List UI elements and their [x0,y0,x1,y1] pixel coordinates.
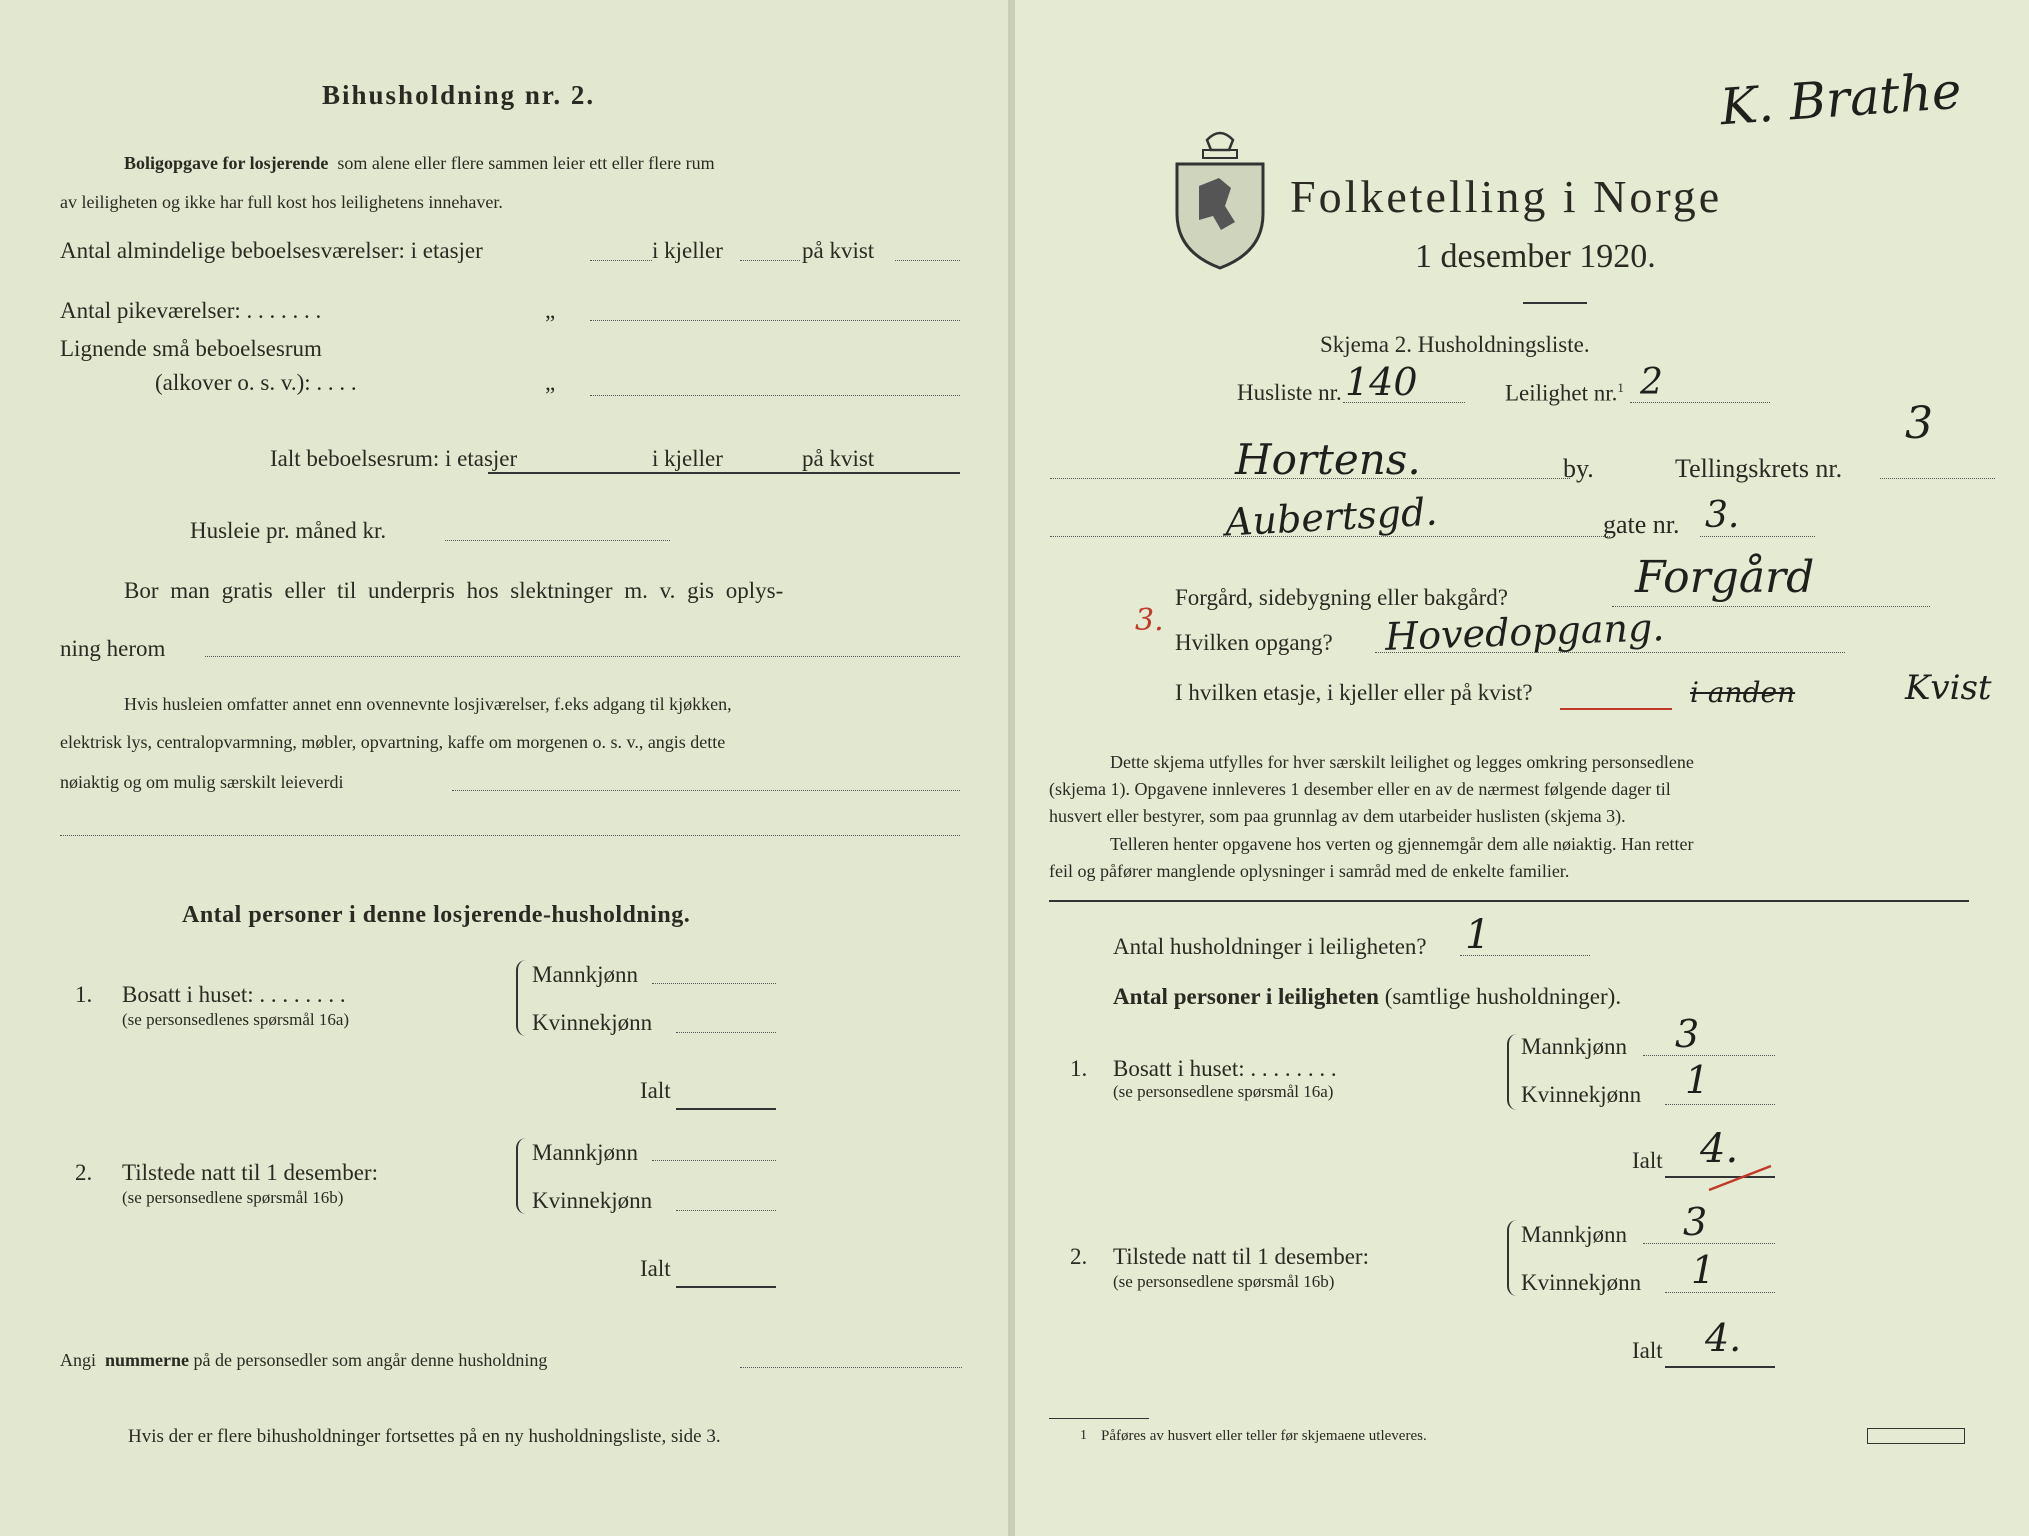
leilighet-field [1630,402,1770,403]
bosatt-mannkjonn-value: 3 [1675,1012,1700,1056]
opgang-label: Hvilken opgang? [1175,630,1333,655]
flere-note: Hvis der er flere bihusholdninger fortsettes på en ny husholdningsliste, side 3. [128,1426,721,1447]
husleie-field [445,540,670,541]
bosatt-brace [516,960,526,1036]
husliste-field [1343,402,1465,403]
skjema-label: Skjema 2. Husholdningsliste. [1320,332,1590,357]
tilstede-kvinnekjonn-label: Kvinnekjønn [532,1188,653,1213]
tilstede-kvinnekjonn-value: 1 [1691,1248,1716,1292]
lignende-field [590,395,960,396]
opgang-field [1375,652,1845,653]
lignende-label-2: (alkover o. s. v.): . . . . [155,370,357,395]
bosatt-label: Bosatt i huset: . . . . . . . . [1113,1056,1337,1081]
antal-husholdninger-field [1460,955,1590,956]
paa-kvist-label: på kvist [802,238,875,263]
opgang-value: Hovedopgang. [1384,605,1666,659]
gate-value: 3. [1705,495,1740,536]
bor-field [205,656,960,657]
bosatt-label: Bosatt i huset: . . . . . . . . [122,982,346,1007]
bosatt-sub: (se personsedlene spørsmål 16a) [1113,1082,1334,1101]
census-title: Folketelling i Norge [1290,171,1723,222]
tilstede-mannkjonn-field [652,1160,776,1161]
section-divider [1049,900,1969,902]
dette-line-1: Dette skjema utfylles for hver særskilt leilighet og legges omkring personsedlene [1110,752,1694,772]
tilstede-sub: (se personsedlene spørsmål 16b) [122,1188,344,1207]
i-kjeller-label: i kjeller [652,238,723,263]
bosatt-kvinnekjonn-label: Kvinnekjønn [1521,1082,1642,1107]
tellingskrets-value: 3 [1905,398,1933,449]
printer-stamp [1867,1428,1965,1444]
by-label: by. [1563,454,1594,483]
etasje-label: I hvilken etasje, i kjeller eller på kvist? [1175,680,1533,705]
footnote-number: 1 [1080,1428,1087,1443]
tilstede-number: 2. [1070,1244,1088,1269]
hvis-line-3: nøiaktig og om mulig særskilt leieverdi [60,772,344,792]
red-underline [1560,708,1672,710]
bor-line-1: Bor man gratis eller til underpris hos slektninger m. v. gis oplys- [124,578,784,603]
leilighet-label: Leilighet nr.$^1$ [1505,380,1624,406]
tilstede-mannkjonn-value: 3 [1683,1200,1708,1244]
bosatt-mannkjonn-label: Mannkjønn [532,962,639,987]
gate-field [1700,536,1815,537]
tellingskrets-field [1880,478,1995,479]
antal-alm-label: Antal almindelige beboelsesværelser: i etasjer [60,238,483,263]
bosatt-number: 1. [1070,1056,1088,1081]
paa-kvist-label-2: på kvist [802,446,875,471]
husliste-label: Husliste nr. [1237,380,1342,405]
antal-personer-line: Antal personer i leiligheten (samtlige husholdninger). [1113,984,1622,1009]
antal-husholdninger-value: 1 [1465,912,1491,958]
angi-field [740,1367,962,1368]
tilstede-mannkjonn-field [1643,1243,1775,1244]
ialt-underline [488,472,960,474]
antal-husholdninger-label: Antal husholdninger i leiligheten? [1113,934,1427,959]
tilstede-label: Tilstede natt til 1 desember: [122,1160,378,1185]
bosatt-mannkjonn-field [1643,1055,1775,1056]
leieverdi-field [452,790,960,791]
bor-line-2: ning herom [60,636,166,661]
bosatt-ialt-value: 4. [1700,1126,1739,1172]
dette-line-3: husvert eller bestyrer, som paa grunnlag av dem utarbeider huslisten (skjema 3). [1049,806,1626,826]
tilstede-brace [1507,1220,1517,1296]
husliste-value: 140 [1345,360,1418,404]
intro-line-2: av leiligheten og ikke har full kost hos leilighetens innehaver. [60,192,503,212]
bosatt-ialt-label: Ialt [1632,1148,1663,1173]
tilstede-kvinnekjonn-field [676,1210,776,1211]
leilighet-value: 2 [1640,362,1663,403]
bosatt-ialt-field [676,1108,776,1110]
footnote-text: Påføres av husvert eller teller før skjemaene utleveres. [1101,1428,1427,1444]
pikevaerelser-label: Antal pikeværelser: . . . . . . . [60,298,322,323]
tilstede-number: 2. [75,1160,93,1185]
tilstede-ialt-field [676,1286,776,1288]
kvist-field [895,260,960,261]
street-field [1050,536,1610,537]
street-value: Aubertsgd. [1223,489,1439,545]
etasje-value: Kvist [1905,668,1992,708]
tilstede-kvinnekjonn-label: Kvinnekjønn [1521,1270,1642,1295]
city-value: Hortens. [1235,435,1421,484]
red-mark: 3. [1135,603,1164,638]
tilstede-ialt-field [1665,1366,1775,1368]
tilstede-ialt-label: Ialt [640,1256,671,1281]
ditto-mark-2: „ [545,370,556,395]
bosatt-number: 1. [75,982,93,1007]
red-check-mark [1705,1160,1775,1196]
hvis-line-2: elektrisk lys, centralopvarmning, møbler, opvartning, kaffe om morgenen o. s. v., angis dette [60,732,726,752]
signature: K. Brathe [1718,61,1964,137]
dette-line-4: Telleren henter opgavene hos verten og gjennemgår dem alle nøiaktig. Han retter [1110,834,1694,854]
bosatt-ialt-label: Ialt [640,1078,671,1103]
forgaard-label: Forgård, sidebygning eller bakgård? [1175,585,1508,610]
footnote-rule [1049,1418,1149,1419]
angi-line: Angi nummerne på de personsedler som angår denne husholdning [60,1350,548,1370]
leieverdi-field-2 [60,835,960,836]
tilstede-ialt-value: 4. [1705,1316,1742,1360]
dette-line-2: (skjema 1). Opgavene innleveres 1 desember eller en av de nærmest følgende dager til [1049,779,1671,799]
intro-line-1: Boligopgave for losjerende som alene eller flere sammen leier ett eller flere rum [124,153,715,173]
tilstede-ialt-label: Ialt [1632,1338,1663,1363]
ialt-beboelsesrum-label: Ialt beboelsesrum: i etasjer [270,446,518,471]
bosatt-mannkjonn-label: Mannkjønn [1521,1034,1628,1059]
husleie-label: Husleie pr. måned kr. [190,518,387,543]
bihusholdning-title: Bihusholdning nr. 2. [322,80,596,110]
left-page [0,0,1008,1536]
bosatt-sub: (se personsedlenes spørsmål 16a) [122,1010,350,1029]
gate-label: gate nr. [1603,510,1680,539]
tilstede-brace [516,1138,526,1214]
bosatt-brace [1507,1034,1517,1110]
etasje-struck: i anden [1690,676,1796,709]
hvis-line-1: Hvis husleien omfatter annet enn ovennevnte losjiværelser, f.eks adgang til kjøkken, [124,694,732,714]
antal-personer-heading: Antal personer i denne losjerende-husholdning. [182,902,691,928]
title-divider [1523,302,1587,304]
tilstede-sub: (se personsedlene spørsmål 16b) [1113,1272,1335,1291]
tilstede-label: Tilstede natt til 1 desember: [1113,1244,1369,1269]
city-field [1050,478,1570,479]
tilstede-mannkjonn-label: Mannkjønn [532,1140,639,1165]
right-page [1015,0,2029,1536]
census-date: 1 desember 1920. [1415,238,1656,275]
coat-of-arms-emblem [1165,122,1275,272]
ditto-mark: „ [545,298,556,323]
bosatt-kvinnekjonn-field [1665,1104,1775,1105]
i-kjeller-label-2: i kjeller [652,446,723,471]
kjeller-field [740,260,800,261]
pikevaerelser-field [590,320,960,321]
etasjer-field [590,260,652,261]
bosatt-kvinnekjonn-field [676,1032,776,1033]
bosatt-mannkjonn-field [652,983,776,984]
forgaard-value: Forgård [1635,552,1815,603]
dette-line-5: feil og påfører manglende oplysninger i samråd med de enkelte familier. [1049,861,1570,881]
bosatt-kvinnekjonn-value: 1 [1685,1058,1710,1102]
tilstede-kvinnekjonn-field [1665,1292,1775,1293]
bosatt-kvinnekjonn-label: Kvinnekjønn [532,1010,653,1035]
page-spine [1008,0,1015,1536]
tilstede-mannkjonn-label: Mannkjønn [1521,1222,1628,1247]
lignende-label-1: Lignende små beboelsesrum [60,336,322,361]
tellingskrets-label: Tellingskrets nr. [1675,454,1843,483]
